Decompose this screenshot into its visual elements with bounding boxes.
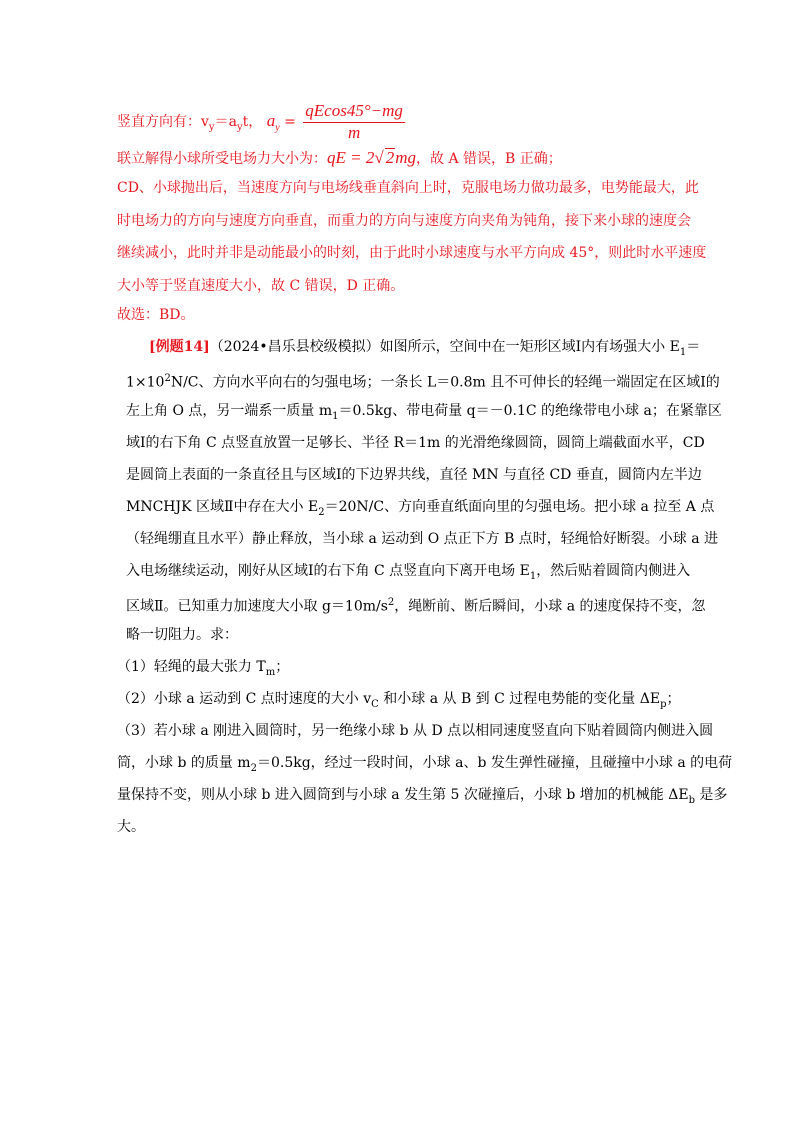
- q2-sub2: p: [660, 698, 667, 710]
- example-line1-sub: 1: [679, 346, 687, 358]
- cd-line-1: CD、小球抛出后，当速度方向与电场线垂直斜向上时，克服电场力做功最多，电势能最大，此: [117, 180, 699, 196]
- example-line6-sub: 2: [318, 506, 325, 518]
- example-line9-b: ，绳断前、断后瞬间，小球 a 的速度保持不变，忽: [394, 598, 706, 615]
- q2-text: （2）小球 a 运动到 C 点时速度的大小 v: [117, 691, 372, 707]
- example-line2-a: 1×10: [126, 374, 165, 391]
- question-3-line-3: [117, 785, 727, 811]
- example-line6-a: MNCHJK 区域Ⅱ中存在大小 E: [126, 499, 319, 515]
- q1-end: ；: [275, 659, 290, 675]
- force-qE: qE: [327, 148, 346, 167]
- example-line-5: 是圆筒上表面的一条直径且与区域Ⅰ的下边界共线，直径 MN 与直径 CD 垂直，圆筒内左半边: [126, 467, 702, 483]
- sqrt-symbol: √: [374, 148, 384, 167]
- example-line-8: [126, 561, 690, 587]
- cd-line-2: 时电场力的方向与速度方向垂直，而重力的方向与速度方向夹角为钝角，接下来小球的速度会: [117, 213, 691, 229]
- vertical-sub-y: y: [208, 121, 215, 133]
- q2-sub: C: [371, 698, 379, 710]
- ay-symbol: $a_y$: [266, 111, 280, 134]
- example-line8-a: 入电场继续运动，刚好从区域Ⅰ的右下角 C 点竖直向下离开电场 E: [126, 563, 530, 579]
- force-suffix: ，故 A 错误，B 正确；: [416, 151, 562, 167]
- question-3-line-1: （3）若小球 a 刚进入圆筒时，另一绝缘小球 b 从 D 点以相同速度竖直向下贴着圆筒内侧进入圆: [117, 723, 714, 739]
- force-result-line: [117, 148, 562, 169]
- q1-text: （1）轻绳的最大张力 T: [117, 659, 266, 675]
- q1-sub: m: [265, 666, 276, 678]
- q2-end: ；: [666, 691, 681, 707]
- example-line-7: （轻绳绷直且水平）静止释放，当小球 a 运动到 O 点正下方 B 点时，轻绳恰好断裂。小球 a 进: [126, 531, 719, 547]
- answer-line: 故选：BD。: [117, 307, 195, 323]
- example-line-1: [149, 337, 700, 363]
- ay-fraction: [303, 101, 405, 143]
- ay-denominator: m: [347, 123, 361, 142]
- example-line-2: [126, 369, 720, 393]
- example-line9-sup: 2: [387, 597, 395, 608]
- example-line6-b: ＝20N/C、方向垂直纸面向里的匀强电场。把小球 a 拉至 A 点: [324, 499, 715, 515]
- q3-line2-sub: 2: [250, 762, 257, 774]
- question-3-line-4: 大。: [117, 819, 145, 835]
- example-line2-sup: 2: [164, 373, 171, 384]
- example-line-4: 域Ⅰ的右下角 C 点竖直放置一足够长、半径 R＝1m 的光滑绝缘圆筒，圆筒上端截面水平，CD: [126, 435, 705, 451]
- question-1: [117, 657, 289, 683]
- vertical-eq2: t，: [242, 114, 263, 130]
- q3-line3-a: 量保持不变，则从小球 b 进入圆筒到与小球 a 发生第 5 次碰撞后，小球 b 增加的机械能 ΔE: [117, 787, 689, 803]
- q3-line3-sub: b: [688, 794, 695, 806]
- cd-line-4: 大小等于竖直速度大小，故 C 错误，D 正确。: [117, 278, 405, 294]
- example-line8-sub: 1: [529, 570, 537, 582]
- ay-equals: =: [279, 114, 301, 130]
- vertical-eq1: ＝a: [214, 114, 237, 130]
- vertical-prefix: 竖直方向有：v: [117, 114, 209, 130]
- ay-numerator: qEcos45°−mg: [303, 101, 405, 123]
- sqrt-radicand: 2: [385, 148, 395, 167]
- question-3-line-2: [117, 753, 732, 779]
- example-line-6: [126, 497, 714, 523]
- example-line3-a: 左上角 O 点，另一端系一质量 m: [126, 403, 333, 419]
- force-mg: mg: [395, 148, 416, 167]
- example-line-3: [126, 401, 722, 427]
- force-eq: = 2: [345, 148, 375, 167]
- cd-line-3: 继续减小，此时并非是动能最小的时刻，由于此时小球速度与水平方向成 45°，则此时水平速度: [117, 245, 707, 261]
- example-line8-b: ，然后贴着圆筒内侧进入: [536, 563, 691, 579]
- example-line9-a: 区域Ⅱ。已知重力加速度大小取 g＝10m/s: [126, 598, 388, 615]
- question-2: [117, 689, 680, 715]
- example-tag: [例题14]: [149, 339, 210, 355]
- example-line-9: [126, 593, 706, 617]
- q3-line2-b: ＝0.5kg，经过一段时间，小球 a、b 发生弹性碰撞，且碰撞中小球 a 的电荷: [256, 755, 733, 771]
- q3-line2-a: 筒，小球 b 的质量 m: [117, 755, 251, 771]
- vertical-equation-line: [117, 101, 408, 148]
- example-line3-b: ＝0.5kg、带电荷量 q＝－0.1C 的绝缘带电小球 a；在紧靠区: [338, 403, 722, 419]
- example-line2-b: N/C、方向水平向右的匀强电场；一条长 L＝0.8m 且不可伸长的轻绳一端固定在区域Ⅰ的: [170, 374, 720, 391]
- example-line3-sub: 1: [332, 410, 339, 422]
- example-line1-end: ＝: [686, 339, 701, 355]
- force-prefix: 联立解得小球所受电场力大小为：: [117, 151, 327, 167]
- q2-text-b: 和小球 a 从 B 到 C 过程电势能的变化量 ΔE: [378, 691, 661, 707]
- example-line1-text: （2024•昌乐县校级模拟）如图所示，空间中在一矩形区域Ⅰ内有场强大小 E: [209, 339, 680, 355]
- example-line-10: 略一切阻力。求：: [126, 627, 238, 643]
- q3-line3-b: 是多: [694, 787, 728, 803]
- vertical-sub-y2: y: [236, 121, 243, 133]
